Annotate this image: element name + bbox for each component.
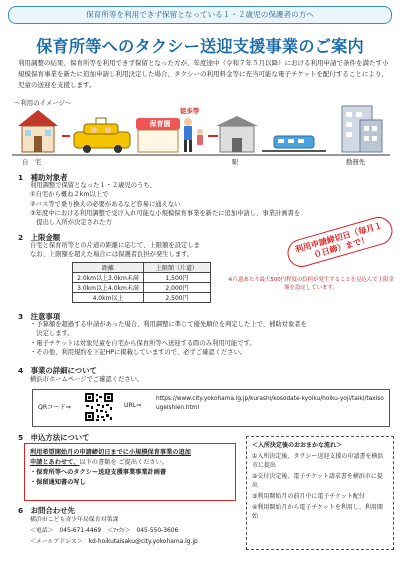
table-row: 4.0km以上 2,500円	[73, 293, 211, 303]
train-icon	[262, 136, 326, 152]
table-header: 上限額（片道）	[144, 263, 211, 273]
intro-text: 利用調整の結果、保育所等を利用できず保留となった方が、年度途中（令和７年５月以降）における利用申請で条件を満たす小規模保育事業を新たに追加申請し利用決定した場合、タクシーの利用料金等に充当可能な電子チケットを配付することにより、児童の送迎を支援します。	[18, 59, 389, 89]
section-4-body: 横浜市ホームページでご確認ください。	[30, 376, 144, 383]
usage-illustration	[12, 96, 390, 168]
nursery-sign: 保育園	[149, 120, 171, 128]
flow-step: ①入所決定後、タクシー送迎支援の申請書を横浜市に提出	[252, 453, 384, 469]
table-row: 2.0km以上3.0km未満 1,500円	[73, 273, 211, 283]
house-icon	[18, 110, 58, 152]
section-3-heading: 3 注意事項	[18, 312, 61, 321]
taxi-icon	[74, 118, 130, 153]
deadline-stamp: 利用申請締切日（毎月１０日締）まで！	[284, 214, 396, 271]
flow-step: ④利用開始月から電子チケットを利用し、利用開始	[252, 504, 383, 520]
section-4-heading: 4 事業の詳細について	[18, 366, 97, 375]
fare-table-wrap	[72, 262, 211, 303]
qr-label: QRコード⇒	[38, 404, 71, 411]
office-building-icon	[342, 106, 382, 152]
station-icon	[216, 116, 258, 152]
section-2-body: 自宅と保育所等との片道の距離に応じて、上限額を設定しま なお、上限額を超えた場合には保護者負担が発生します。	[30, 242, 200, 259]
work-label: 勤務先	[346, 158, 366, 166]
detail-url-link[interactable]: https://www.city.yokohama.lg.jp/kurashi/kosodate-kyoiku/hoiku-yoji/taiki/taxisougeishien.html	[156, 396, 384, 411]
flow-step: ②交付決定後、電子チケット請求書を横浜市に提出	[252, 473, 383, 489]
section-1-body: 利用調整で保留となった１・２歳児のうち、 ①自宅から概ね２km以上で ②バス等で乗り換えの必要があるなど容易に通えない ③年度中における利用調整で受け入れ可能な小規模保育事業を新たに追加申請し、事業計画書を 提出し入所が決定された方	[30, 182, 301, 227]
flow-list	[252, 441, 388, 521]
walking-family-icon	[184, 118, 203, 152]
home-label: 自 宅	[22, 158, 42, 166]
illustration-caption: ～利用のイメージ～	[14, 99, 72, 107]
walk-label: 徒歩等	[180, 107, 200, 115]
section-5-heading: 5 申込方法について	[18, 433, 90, 442]
audience-banner: 保育所等を利用できず保留となっている１・２歳児の保護者の方へ	[8, 6, 392, 24]
table-header: 距離	[73, 263, 144, 273]
flow-title: ＜入所決定後のおおまかな流れ＞	[252, 442, 343, 449]
fare-note: ※片道あたり最大500円程度の負担が発生することを見込んで上限金額を設定しています。	[228, 277, 394, 291]
contact-email[interactable]: ＜メールアドレス＞ kd-hoikutaisaku@city.yokohama.lg.jp	[30, 539, 198, 545]
fare-table	[72, 262, 211, 303]
section-1-heading: 1 補助対象者	[18, 173, 68, 182]
contact-info: 横浜市こども青少年局保育対策課 ＜電話＞ 045-671-4469 ＜ﾌｧｸｼ＞ 045-550-3606 ＜メールアドレス＞ kd-hoikutaisaku@city.yokohama.lg.jp	[30, 515, 245, 548]
page-title: 保育所等へのタクシー送迎支援事業のご案内	[36, 37, 364, 56]
station-label: 駅	[232, 158, 239, 166]
url-label: URL⇒	[124, 402, 142, 409]
section-3-body: ・予算額を超過する申請があった場合、利用調整に準じて優先順位を判定した上で、補助対象者を 決定します。 ・電子チケットは対象児童を自宅から保育所等へ送迎する際のみ利用可能です。 ・その他、利用規約を下記HPに掲載していますので、必ずご確認ください。	[30, 321, 307, 356]
table-row: 3.0km以上4.0km未満 2,000円	[73, 283, 211, 293]
section-2-heading: 2 上限金額	[18, 233, 61, 242]
flow-step: ③利用開始月の前月中に電子チケット配付	[252, 493, 365, 500]
application-text: 利用希望開始月の申請締切日までに小規模保育事業の追加 申請とあわせて、以下の書類を ご提出ください。 ・保育所等へのタクシー送迎支援事業事業計画書 ・保留通知書の写し	[30, 449, 191, 486]
section-6-heading: 6 お問合わせ先	[18, 506, 75, 515]
qr-code-icon[interactable]	[84, 392, 114, 422]
